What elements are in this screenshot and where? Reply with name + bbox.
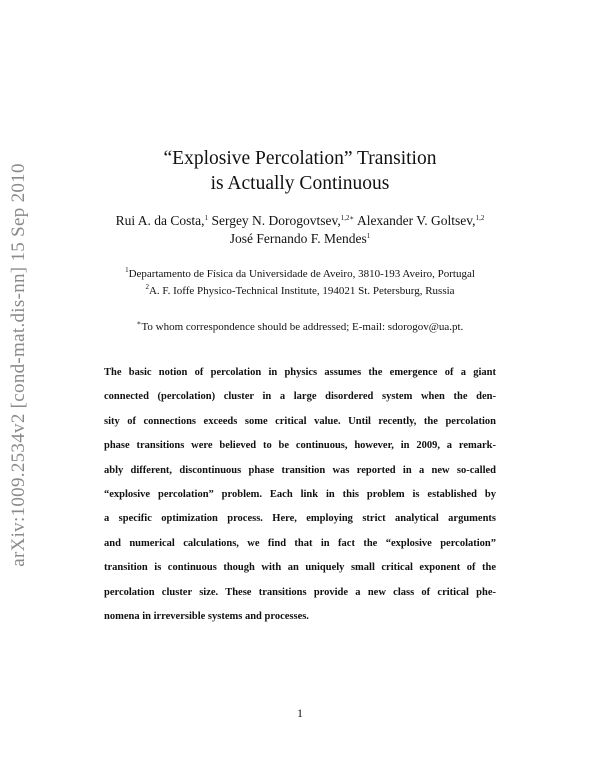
author-name: Alexander V. Goltsev, <box>354 213 476 228</box>
abstract-line: “explosive percolation” problem. Each link in this problem is established by <box>104 489 496 501</box>
abstract-line: connected (percolation) cluster in a large disordered system when the den- <box>104 391 496 403</box>
abstract-line: phase transitions were believed to be continuous, however, in 2009, a remark- <box>104 440 496 452</box>
abstract-line: nomena in irreversible systems and processes. <box>104 611 309 623</box>
abstract-line: The basic notion of percolation in physics assumes the emergence of a giant <box>104 367 496 378</box>
correspondence-marker: ∗ <box>136 319 142 327</box>
correspondence-text: To whom correspondence should be addressed; E-mail: sdorogov@ua.pt. <box>141 321 464 333</box>
author-affiliation-marker: 1 <box>366 232 371 240</box>
title-line-1: “Explosive Percolation” Transition <box>163 148 437 169</box>
title-line-2: is Actually Continuous <box>210 173 390 194</box>
author-list <box>40 212 560 248</box>
author-line-1 <box>40 212 560 230</box>
affiliation-marker: 1 <box>125 266 129 274</box>
arxiv-stamp <box>4 155 34 575</box>
abstract-line: sity of connections exceeds some critical value. Until recently, the percolation <box>104 415 496 427</box>
affiliation-2 <box>40 283 560 300</box>
affiliations <box>40 266 560 300</box>
abstract-line: percolation cluster size. These transitions provide a new class of critical phe- <box>104 586 496 598</box>
author-name: Rui A. da Costa, <box>115 213 205 228</box>
arxiv-identifier: arXiv:1009.2534v2 [cond-mat.dis-nn] 15 Sep 2010 <box>8 163 30 567</box>
affiliation-marker: 2 <box>145 283 149 291</box>
abstract <box>104 361 496 629</box>
abstract-line: and numerical calculations, we find that in fact the “explosive percolation” <box>104 537 496 549</box>
author-line-2 <box>40 230 560 248</box>
affiliation-1 <box>40 266 560 283</box>
page-number: 1 <box>297 706 303 720</box>
abstract-line: ably different, discontinuous phase transition was reported in a new so-called <box>104 464 496 476</box>
correspondence-note <box>40 319 560 335</box>
paper-title <box>60 146 540 196</box>
author-affiliation-marker: 1,2∗ <box>340 214 355 222</box>
author-affiliation-marker: 1,2 <box>475 214 485 222</box>
abstract-line: transition is continuous though with an uniquely small critical exponent of the <box>104 562 496 574</box>
affiliation-text: A. F. Ioffe Physico-Technical Institute, 194021 St. Petersburg, Russia <box>148 285 455 297</box>
author-affiliation-marker: 1 <box>204 214 209 222</box>
affiliation-text: Departamento de Física da Universidade de Aveiro, 3810-193 Aveiro, Portugal <box>128 268 475 280</box>
author-name: Sergey N. Dorogovtsev, <box>208 213 341 228</box>
abstract-line: a specific optimization process. Here, employing strict analytical arguments <box>104 513 496 525</box>
author-name: José Fernando F. Mendes <box>229 231 367 246</box>
